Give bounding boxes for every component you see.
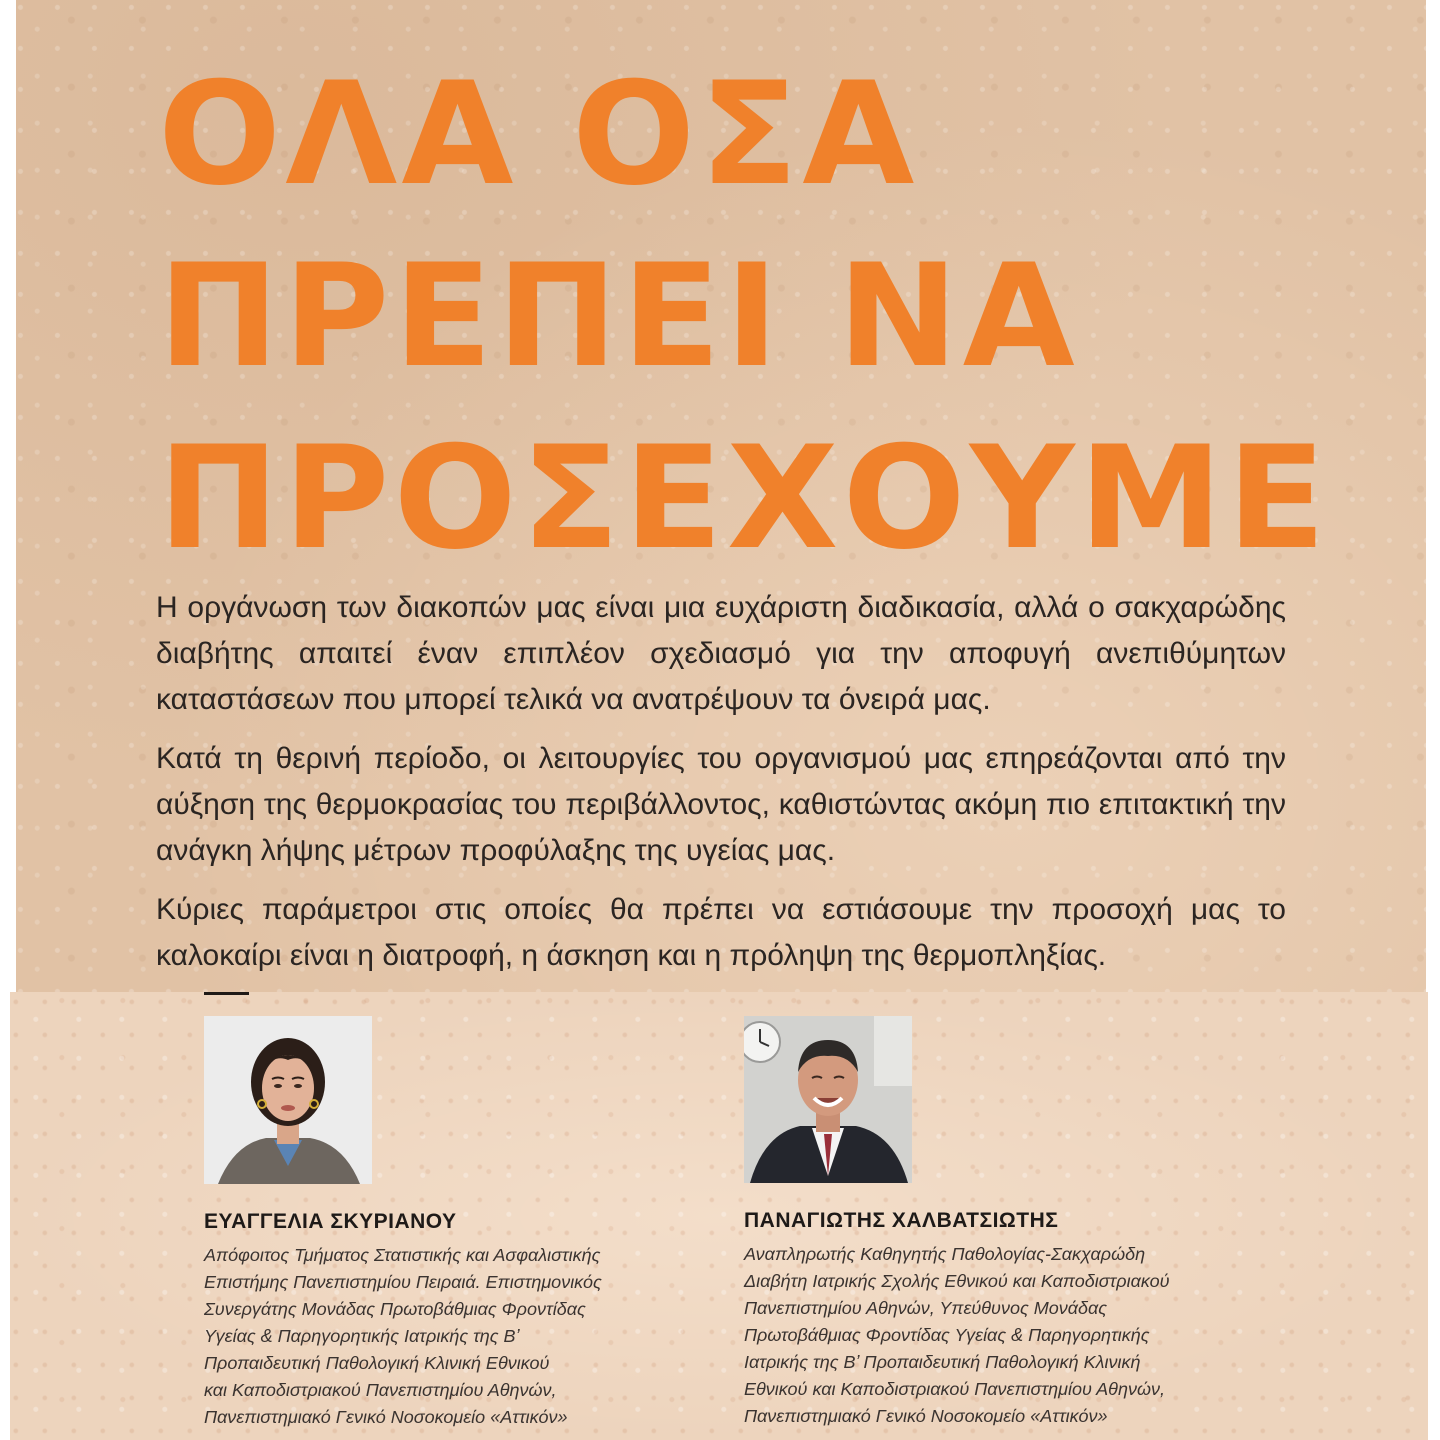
headline-line: ΟΛΑ ΟΣΑ [158,52,919,217]
author-name: ΠΑΝΑΓΙΩΤΗΣ ΧΑΛΒΑΤΣΙΩΤΗΣ [744,1209,1059,1232]
intro-paragraph: Κύριες παράμετροι στις οποίες θα πρέπει να εστιάσουμε την προσοχή μας το καλοκαίρι είναι η διατροφή, η άσκηση και η πρόληψη της θερμοπληξίας. [156,893,1286,972]
author-bio [204,1242,602,1431]
author-bio-line: Επιστήμης Πανεπιστημίου Πειραιά. Επιστημονικός [204,1272,602,1292]
author-bio [744,1241,1170,1430]
author-bio-line: Διαβήτη Ιατρικής Σχολής Εθνικού και Καποδιστριακού [744,1271,1170,1291]
woman-portrait-photo [204,1016,372,1184]
man-portrait-photo [744,1016,912,1183]
author-bio-line: Πανεπιστημιακό Γενικό Νοσοκομείο «Αττικόν» [204,1407,568,1427]
author-bio-line: Εθνικού και Καποδιστριακού Πανεπιστημίου Αθηνών, [744,1379,1165,1399]
intro-paragraph: Η οργάνωση των διακοπών μας είναι μια ευχάριστη διαδικασία, αλλά ο σακχαρώδης διαβήτης απαιτεί έναν επιπλέον σχεδιασμό για την αποφυγή ανεπιθύμητων καταστάσεων που μπορεί τελικά να ανατρέψουν τα όνειρά μας. [156,591,1286,716]
author-bio-line: Πανεπιστημίου Αθηνών, Υπεύθυνος Μονάδας [744,1298,1108,1318]
intro-paragraph: Κατά τη θερινή περίοδο, οι λειτουργίες του οργανισμού μας επηρεάζονται από την αύξηση της θερμοκρασίας του περιβάλλοντος, καθιστώντας ακόμη πιο επιτακτική την ανάγκη λήψης μέτρων προφύλαξης της υγείας μας. [156,742,1286,867]
author-bio-line: Απόφοιτος Τμήματος Στατιστικής και Ασφαλιστικής [204,1245,601,1265]
author-bio-line: Ιατρικής της Β’ Προπαιδευτική Παθολογική Κλινική [744,1352,1141,1372]
author-bio-line: Πανεπιστημιακό Γενικό Νοσοκομείο «Αττικόν» [744,1406,1108,1426]
author-bio-line: Προπαιδευτική Παθολογική Κλινική Εθνικού [204,1353,550,1373]
headline-line: ΠΡΕΠΕΙ ΝΑ [158,234,1079,399]
author-bio-line: Αναπληρωτής Καθηγητής Παθολογίας-Σακχαρώδη [744,1244,1146,1264]
author-photo [204,1016,372,1184]
author-bio-line: Υγείας & Παρηγορητικής Ιατρικής της Β’ [204,1326,520,1346]
section-divider [204,992,249,995]
author-bio-line: Πρωτοβάθμιας Φροντίδας Υγείας & Παρηγορητικής [744,1325,1150,1345]
headline [158,44,1330,590]
headline-line: ΠΡΟΣΕΧΟΥΜΕ [158,416,1330,581]
author-bio-line: και Καποδιστριακού Πανεπιστημίου Αθηνών, [204,1380,557,1400]
author-name: ΕΥΑΓΓΕΛΙΑ ΣΚΥΡΙΑΝΟΥ [204,1210,457,1233]
author-bio-line: Συνεργάτης Μονάδας Πρωτοβάθμιας Φροντίδας [204,1299,586,1319]
author-card [204,1016,602,1431]
intro-text [156,585,1286,992]
author-photo [744,1016,912,1183]
author-card [744,1016,1170,1430]
